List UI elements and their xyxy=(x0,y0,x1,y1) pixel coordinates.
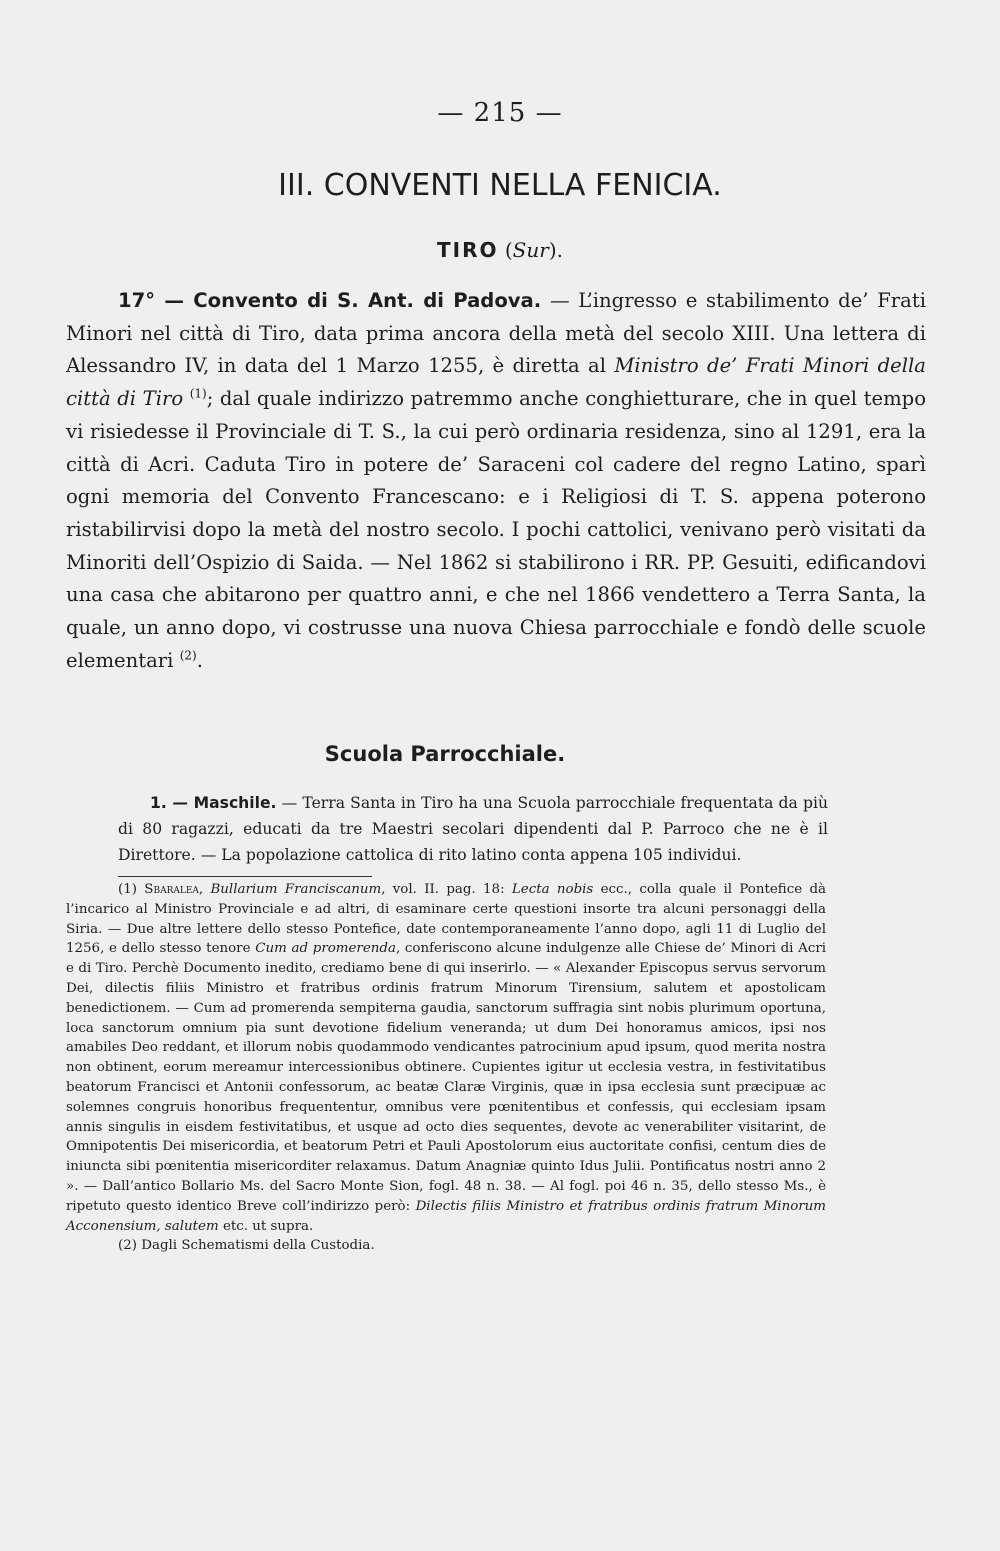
chapter-title: III. CONVENTI NELLA FENICIA. xyxy=(278,168,722,203)
article-paragraph: 17° — Convento di S. Ant. di Padova. — L’ingresso e stabilimento de’ Frati Minori nel città di Tiro, data prima ancora della metà del secolo XIII. Una lettera di Alessandro IV, in data del 1 Marzo 1255, è diretta al Ministro de’ Frati Minori della città di Tiro $^{(1)}$; dal quale indirizzo patremmo anche conghietturare, che in quel tempo vi risiedesse il Provinciale di T. S., la cui però ordinaria residenza, sino al 1291, era la città di Acri. Caduta Tiro in potere de’ Saraceni col cadere del regno Latino, sparì ogni memoria del Convento Francescano: e i Religiosi di T. S. appena poterono ristabilirvisi dopo la metà del nostro secolo. I pochi cattolici, venivano però visitati da Minoriti dell’Ospizio di Saida. — Nel 1862 si stabilirono i RR. PP. Gesuiti, edificandovi una casa che abitarono per quattro anni, e che nel 1866 vendettero a Terra Santa, la quale, un anno dopo, vi costrusse una nuova Chiesa parrocchiale e fondò delle scuole elementari $^{(2)}$. xyxy=(66,289,926,672)
article-heading: 17° — Convento di S. Ant. di Padova. xyxy=(118,289,542,312)
place-alt-name: Sur xyxy=(512,238,549,262)
section-title: Scuola Parrocchiale. xyxy=(324,742,566,766)
footnote-2: (2) Dagli Schematismi della Custodia. xyxy=(118,1238,375,1254)
page-number: — 215 — xyxy=(437,98,563,128)
footnote-1: (1) Sbaralea, Bullarium Franciscanum, vol. II. pag. 18: Lecta nobis ecc., colla quale il Pontefice dà l’incarico al Ministro Provinciale e ad altri, di esaminare certe questioni insorte tra alcuni personaggi della Siria. — Due altre lettere dello stesso Pontefice, date contemporaneamente l’anno dopo, agli 11 di Luglio del 1256, e dello stesso tenore Cum ad promerenda, conferiscono alcune indulgenze alle Chiese de’ Minori di Acri e di Tiro. Perchè Documento inedito, crediamo bene di qui inserirlo. — « Alexander Episcopus servus servorum Dei, dilectis filiis Ministro et fratribus ordinis fratrum Minorum Tirensium, salutem et apostolicam benedictionem. — Cum ad promerenda sempiterna gaudia, sanctorum suffragia sint nobis plurimum oportuna, loca sanctorum omnium pia sunt devotione fidelium veneranda; ut dum Dei honoramus amicos, ipsi nos amabiles Deo reddant, et illorum nobis quodammodo vendicantes patrocinium apud ipsum, quod merita nostra non obtinent, eorum mereamur intercessionibus obtinere. Cupientes igitur ut ecclesia vestra, in festivitatibus beatorum Francisci et Antonii confessorum, ac beatæ Claræ Virginis, quæ in ipsa ecclesia sunt præcipuæ ac solemnes congruis honoribus frequententur, omnibus vere pœnitentibus et confessis, qui ecclesiam ipsam annis singulis in eisdem festivitatibus, et usque ad octo dies sequentes, devote ac venerabiliter visitarint, de Omnipotentis Dei misericordia, et beatorum Petri et Pauli Apostolorum eius auctoritate confisi, centum dies de iniuncta sibi pœnitentia misericorditer relaxamus. Datum Anagniæ quinto Idus Julii. Pontificatus nostri anno 2 ». — Dall’antico Bollario Ms. del Sacro Monte Sion, fogl. 48 n. 38. — Al fogl. poi 46 n. 35, dello stesso Ms., è ripetuto questo identico Breve coll’indirizzo però: Dilectis filiis Ministro et fratribus ordinis fratrum Minorum Acconensium, salutem etc. ut supra. xyxy=(66,882,827,1234)
school-heading: 1. — Maschile. xyxy=(150,794,277,812)
main-text xyxy=(66,285,926,677)
place-name: TIRO xyxy=(437,238,499,262)
footnotes xyxy=(66,880,826,1256)
place-heading: TIRO (Sur). xyxy=(437,238,563,262)
footnote-ref-1: (1) xyxy=(189,386,207,401)
footnote-ref-2: (2) xyxy=(179,648,197,663)
footnote-divider xyxy=(118,876,372,877)
italic-address: Ministro de’ Frati Minori della città di Tiro xyxy=(66,354,926,411)
school-paragraph: 1. — Maschile. — Terra Santa in Tiro ha una Scuola parrocchiale frequentata da più di 80 ragazzi, educati da tre Maestri secolari dipendenti dal P. Parroco che ne è il Direttore. — La popolazione cattolica di rito latino conta appena 105 individui. xyxy=(118,794,828,864)
